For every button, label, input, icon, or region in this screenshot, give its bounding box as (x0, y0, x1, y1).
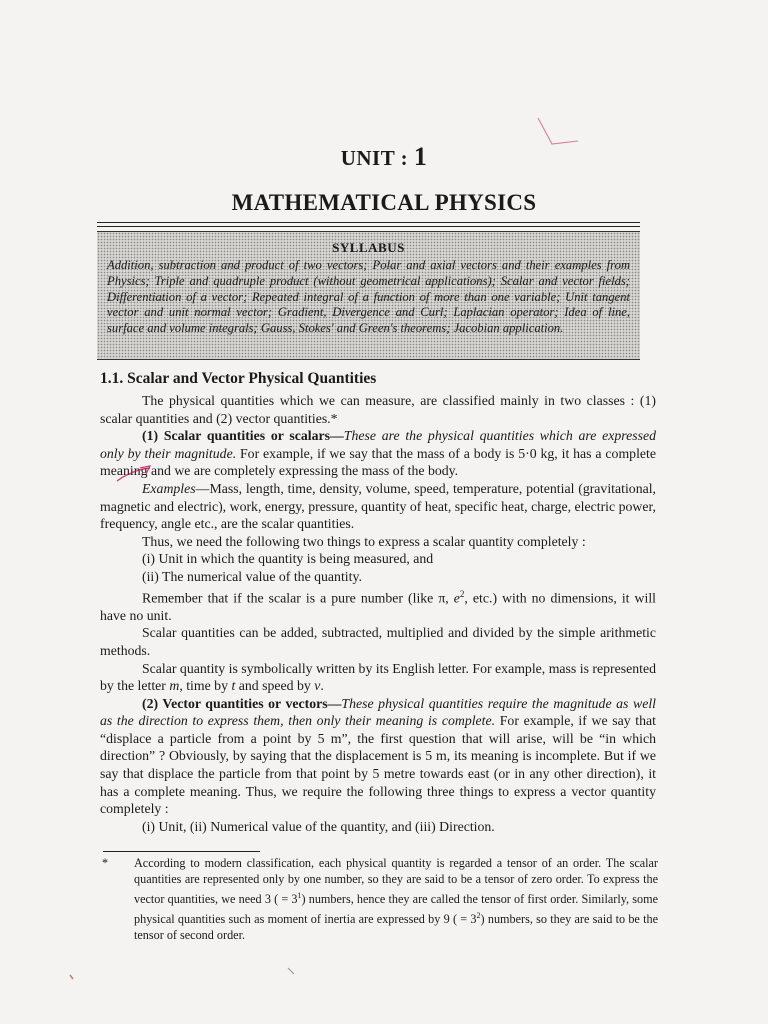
footnote-text-b: ) numbers, hence they are called the tensor of first order. Similarly, some physical quantities such as moment of inertia are expressed by 9 ( = 3 (134, 891, 658, 926)
symbol-t: t (231, 678, 236, 694)
symbol-m: m (169, 678, 180, 694)
list-item-three-things: (i) Unit, (ii) Numerical value of the quantity, and (iii) Direction. (142, 818, 495, 834)
syllabus-box (97, 231, 640, 360)
footnote-sup-one: 1 (297, 890, 302, 900)
paragraph-two-things: Thus, we need the following two things to express a scalar quantity completely : (142, 533, 586, 549)
pen-tick-mark (538, 118, 578, 144)
symbols-text-d: . (320, 678, 324, 694)
title-rule-bottom (97, 226, 640, 227)
examples-text: —Mass, length, time, density, volume, speed, temperature, potential (gravitational, magnetic and electric), work, energy, pressure, quantity of heat, specific heat, charge, electric power, frequency, angle etc., are the scalar quantities. (100, 480, 656, 532)
body-text (100, 392, 656, 835)
unit-label: UNIT : (340, 146, 409, 170)
stray-speck (288, 968, 294, 974)
section-heading: 1.1. Scalar and Vector Physical Quantities (100, 370, 377, 387)
scalar-term: (1) Scalar quantities or scalars— (142, 428, 344, 444)
list-item-unit: (i) Unit in which the quantity is being measured, and (142, 551, 434, 567)
examples-term: Examples (142, 480, 196, 496)
symbols-text-b: , time by (179, 678, 232, 694)
paragraph-symbols (100, 660, 656, 695)
paragraph-intro: The physical quantities which we can measure, are classified mainly in two classes : (1) scalar quantities and (2) vector quantities.* (100, 393, 656, 426)
unit-number: 1 (413, 142, 428, 171)
scalar-example: For example, if we say that the mass of a body is 5·0 kg, it has a complete meaning and we are completely expressing the mass of the body. (100, 445, 656, 479)
footnote-text (134, 856, 658, 944)
symbols-text-a: Scalar quantity is symbolically written by its English letter. For example, mass is represented by the letter (100, 660, 656, 694)
paragraph-arithmetic: Scalar quantities can be added, subtracted, multiplied and divided by the simple arithmetic methods. (100, 625, 656, 658)
pure-number-text-a: Remember that if the scalar is a pure number (like π, (142, 590, 454, 606)
symbol-v: v (314, 678, 321, 694)
footnote-text-c: ) numbers, so they are said to be the tensor of second order. (134, 911, 659, 942)
title-rule-top (97, 222, 640, 223)
pure-number-text-b: , etc.) with no dimensions, it will have no unit. (100, 590, 656, 623)
chapter-title: MATHEMATICAL PHYSICS (231, 190, 537, 215)
paragraph-scalar-examples (100, 480, 656, 533)
list-item-numerical-value: (ii) The numerical value of the quantity. (142, 568, 362, 584)
footnote-text-a: According to modern classification, each physical quantity is regarded a tensor of an order. The scalar quantities are represented only by one number, so they are said to be a tensor of zero order. To express the vector quantities, we need 3 ( = 3 (134, 856, 658, 906)
footnote-sup-two: 2 (476, 910, 481, 920)
vector-example: For example, if we say that “displace a particle from a point by 5 m”, the first question that will arise, will be “in which direction” ? Obviously, by saying that the displacement is 5 m, its meaning is incomplete. But if we say that displace the particle from that point by 5 metre towards east (or in any other direction), it has a complete meaning. Thus, we require the following three things to express a vector quantity completely : (100, 713, 657, 817)
vector-definition: These physical quantities require the magnitude as well as the direction to express them, then only their meaning is complete. (100, 695, 656, 729)
paragraph-vector-definition (100, 695, 656, 818)
scalar-definition: These are the physical quantities which are expressed only by their magnitude. (100, 428, 656, 461)
symbols-text-c: and speed by (235, 678, 315, 694)
syllabus-title: SYLLABUS (332, 240, 405, 255)
footnote (102, 856, 658, 944)
footnote-rule (103, 851, 260, 852)
vector-term: (2) Vector quantities or vectors— (142, 695, 342, 711)
unit-heading (0, 142, 768, 172)
superscript-two: 2 (459, 588, 465, 599)
symbol-e: e (453, 590, 460, 606)
paragraph-scalar-definition (100, 427, 656, 480)
footnote-mark: * (102, 856, 109, 870)
stray-dot (70, 975, 73, 979)
paragraph-pure-number (100, 586, 656, 625)
syllabus-text: Addition, subtraction and product of two vectors; Polar and axial vectors and their examples from Physics; Triple and quadruple product (without geometrical applications); Scalar and vector fields; Differentiation of a vector; Repeated integral of a function of more than one variable; Unit tangent vector and unit normal vector; Gradient, Divergence and Curl; Laplacian operator; Idea of line, surface and volume integrals; Gauss, Stokes' and Green's theorems; Jacobian application. (107, 258, 630, 336)
